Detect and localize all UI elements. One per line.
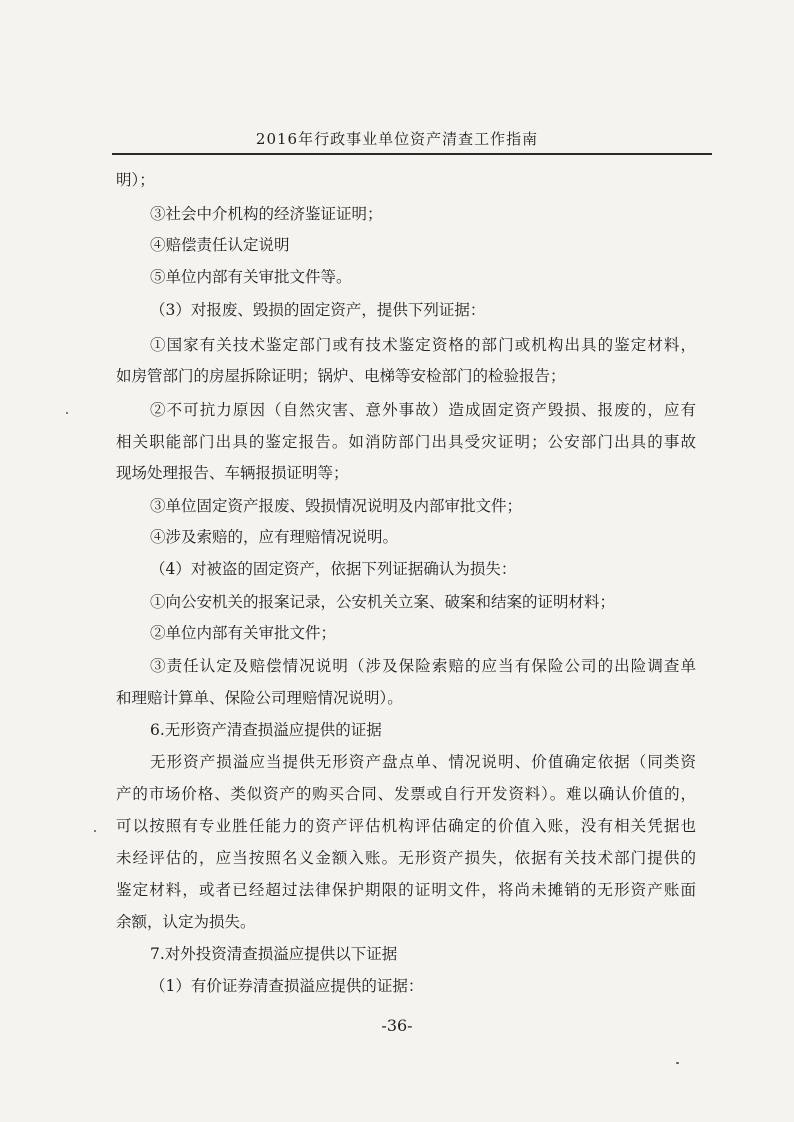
section-heading: （4）对被盗的固定资产，依据下列证据确认为损失： xyxy=(150,560,517,578)
text-line: ①向公安机关的报案记录，公安机关立案、破案和结案的证明材料； xyxy=(150,593,616,611)
text-line: ④赔偿责任认定说明 xyxy=(150,236,290,254)
header-rule xyxy=(112,153,712,155)
text-line: 如房管部门的房屋拆除证明；锅炉、电梯等安检部门的检验报告； xyxy=(116,367,566,385)
section-heading: 6.无形资产清查损溢应提供的证据 xyxy=(150,721,382,739)
scan-speck xyxy=(676,1062,679,1064)
text-line: 明）； xyxy=(116,171,155,189)
running-header: 2016年行政事业单位资产清查工作指南 xyxy=(255,130,539,148)
section-heading: （1）有价证券清查损溢应提供的证据： xyxy=(150,977,424,995)
text-line: 无形资产损溢应当提供无形资产盘点单、情况说明、价值确定依据（同类资 xyxy=(150,753,696,771)
text-line: 现场处理报告、车辆报损证明等； xyxy=(116,464,349,482)
section-heading: 7.对外投资清查损溢应提供以下证据 xyxy=(150,945,398,963)
text-line: 相关职能部门出具的鉴定报告。如消防部门出具受灾证明；公安部门出具的事故 xyxy=(116,433,696,451)
text-line: ⑤单位内部有关审批文件等。 xyxy=(150,268,352,286)
text-line: ③责任认定及赔偿情况说明（涉及保险索赔的应当有保险公司的出险调查单 xyxy=(150,657,696,675)
text-line: ①国家有关技术鉴定部门或有技术鉴定资格的部门或机构出具的鉴定材料， xyxy=(150,336,696,354)
text-line: 可以按照有专业胜任能力的资产评估机构评估确定的价值入账，没有相关凭据也 xyxy=(116,817,696,835)
text-line: 鉴定材料，或者已经超过法律保护期限的证明文件，将尚未摊销的无形资产账面 xyxy=(116,881,696,899)
text-line: ③单位固定资产报废、毁损情况说明及内部审批文件； xyxy=(150,497,523,515)
text-line: 余额，认定为损失。 xyxy=(116,913,256,931)
section-heading: （3）对报废、毁损的固定资产，提供下列证据： xyxy=(150,301,486,319)
scan-speck xyxy=(94,830,96,832)
text-line: 未经评估的，应当按照名义金额入账。无形资产损失，依据有关技术部门提供的 xyxy=(116,849,696,867)
text-line: 和理赔计算单、保险公司理赔情况说明）。 xyxy=(116,689,403,707)
text-line: ③社会中介机构的经济鉴证证明； xyxy=(150,205,383,223)
text-line: ②不可抗力原因（自然灾害、意外事故）造成固定资产毁损、报废的，应有 xyxy=(150,401,696,419)
page-number: -36- xyxy=(381,1016,413,1035)
scan-speck xyxy=(66,412,68,414)
text-line: ④涉及索赔的，应有理赔情况说明。 xyxy=(150,528,399,546)
text-line: 产的市场价格、类似资产的购买合同、发票或自行开发资料）。难以确认价值的， xyxy=(116,785,696,803)
text-line: ②单位内部有关审批文件； xyxy=(150,624,337,642)
